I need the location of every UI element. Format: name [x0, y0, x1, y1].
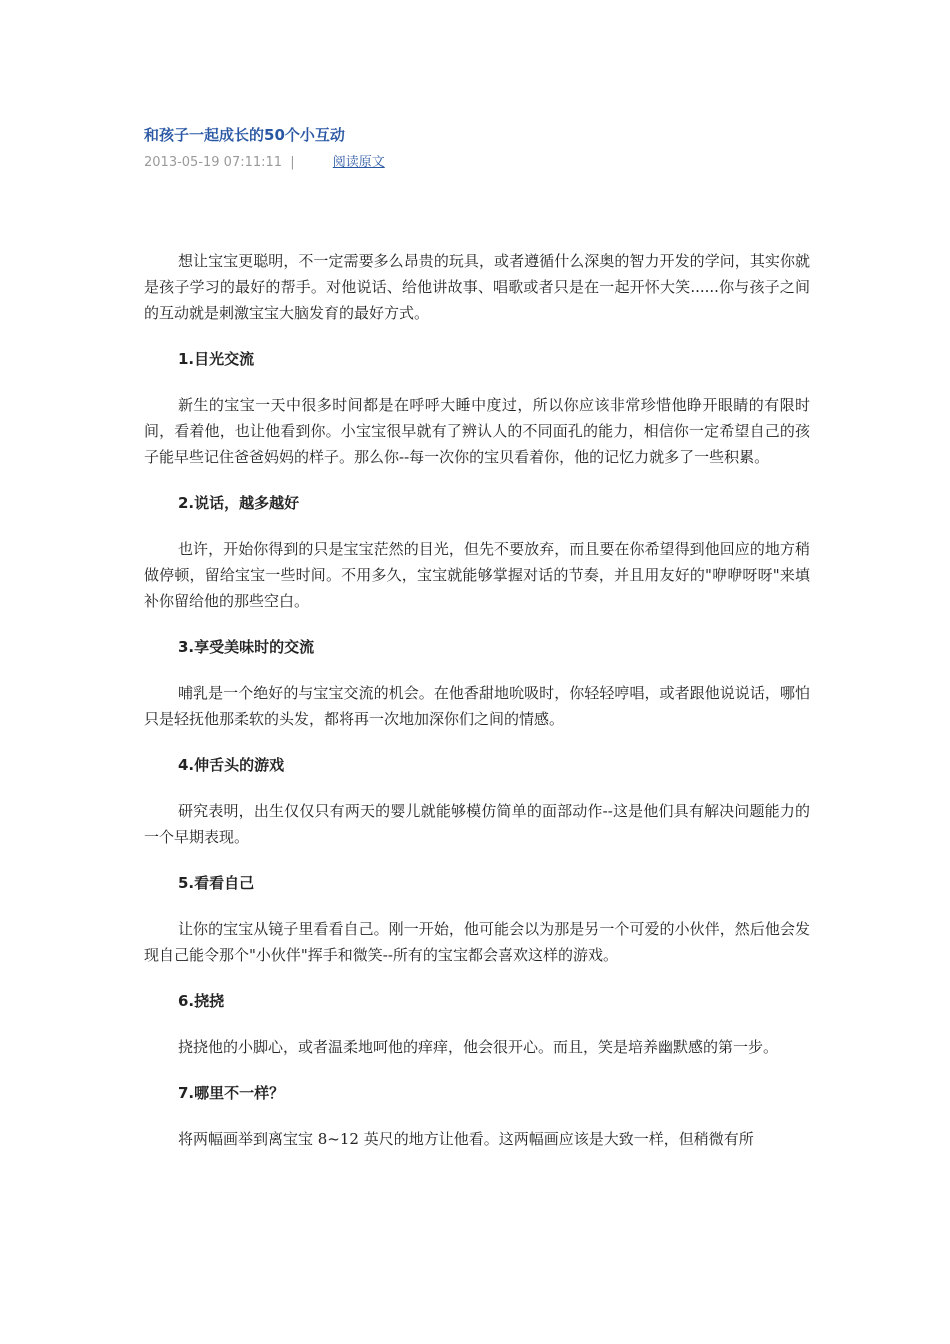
article-meta	[144, 151, 385, 170]
publish-date: 2013-05-19 07:11:11	[144, 155, 283, 170]
section-heading: 6.挠挠	[178, 992, 225, 1010]
section-paragraph: 研究表明，出生仅仅只有两天的婴儿就能够模仿简单的面部动作--这是他们具有解决问题能力的一个早期表现。	[144, 802, 810, 846]
section-paragraph: 也许，开始你得到的只是宝宝茫然的目光，但先不要放弃，而且要在你希望得到他回应的地方稍做停顿，留给宝宝一些时间。不用多久，宝宝就能够掌握对话的节奏，并且用友好的"咿咿呀呀"来填补你留给他的那些空白。	[144, 540, 810, 610]
meta-separator: |	[290, 155, 295, 170]
section-paragraph: 哺乳是一个绝好的与宝宝交流的机会。在他香甜地吮吸时，你轻轻哼唱，或者跟他说说话，哪怕只是轻抚他那柔软的头发，都将再一次地加深你们之间的情感。	[144, 684, 810, 728]
section-heading: 1.目光交流	[178, 350, 255, 368]
section-heading: 4.伸舌头的游戏	[178, 756, 285, 774]
section-paragraph: 让你的宝宝从镜子里看看自己。刚一开始，他可能会以为那是另一个可爱的小伙伴，然后他会发现自己能令那个"小伙伴"挥手和微笑--所有的宝宝都会喜欢这样的游戏。	[144, 920, 810, 964]
section-paragraph: 挠挠他的小脚心，或者温柔地呵他的痒痒，他会很开心。而且，笑是培养幽默感的第一步。	[178, 1038, 779, 1056]
section-heading: 2.说话，越多越好	[178, 494, 300, 512]
section-paragraph: 新生的宝宝一天中很多时间都是在呼呼大睡中度过，所以你应该非常珍惜他睁开眼睛的有限时间，看着他，也让他看到你。小宝宝很早就有了辨认人的不同面孔的能力，相信你一定希望自己的孩子能早些记住爸爸妈妈的样子。那么你--每一次你的宝贝看着你，他的记忆力就多了一些积累。	[144, 396, 810, 466]
section-heading: 7.哪里不一样？	[178, 1084, 285, 1102]
section-paragraph: 将两幅画举到离宝宝 8~12 英尺的地方让他看。这两幅画应该是大致一样，但稍微有所	[178, 1130, 754, 1148]
intro-paragraph: 想让宝宝更聪明，不一定需要多么昂贵的玩具，或者遵循什么深奥的智力开发的学问，其实你就是孩子学习的最好的帮手。对他说话、给他讲故事、唱歌或者只是在一起开怀大笑......你与孩子之间的互动就是刺激宝宝大脑发育的最好方式。	[144, 252, 810, 322]
article-body	[144, 248, 810, 1152]
article-title: 和孩子一起成长的50个小互动	[144, 126, 345, 144]
section-heading: 3.享受美味时的交流	[178, 638, 315, 656]
read-original-link[interactable]: 阅读原文	[332, 155, 385, 170]
section-heading: 5.看看自己	[178, 874, 255, 892]
